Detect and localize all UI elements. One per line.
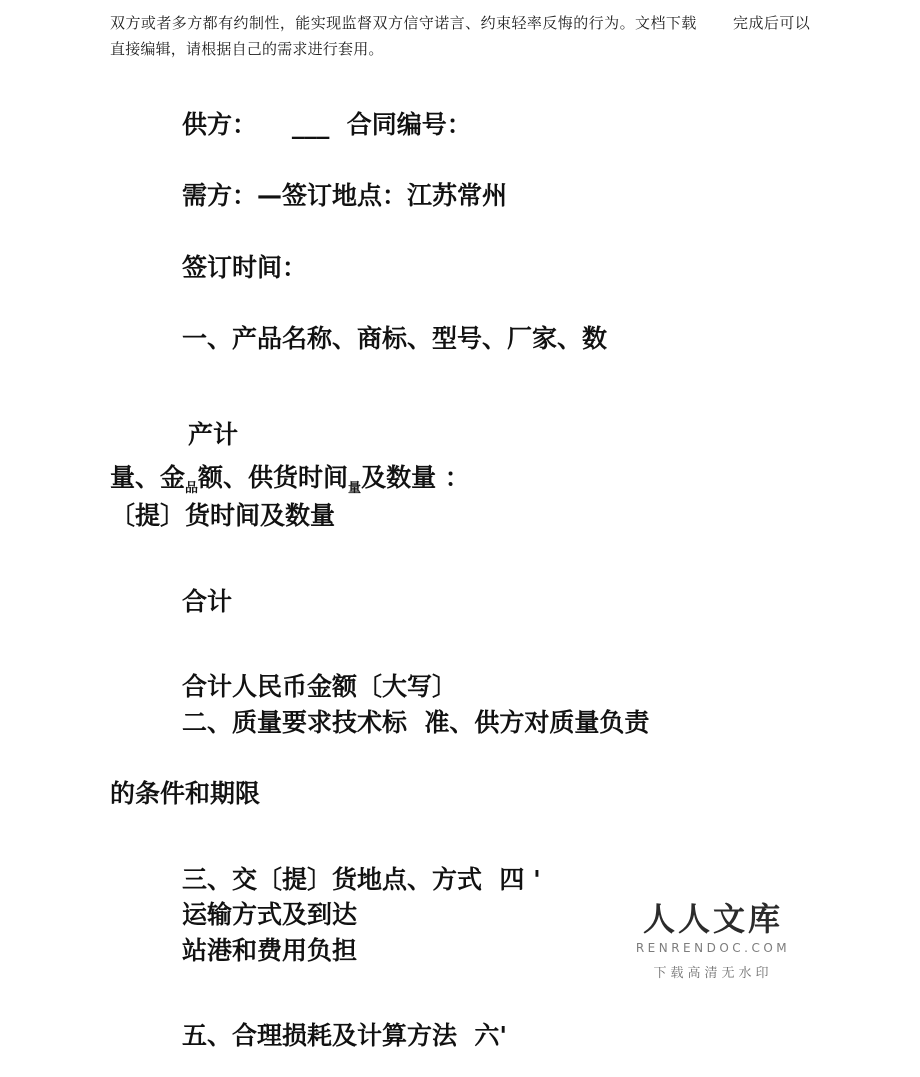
watermark-title: 人人文库 [642, 899, 783, 938]
line-supplier: 供方： ___ 合同编号： [182, 109, 472, 139]
line-section-one: 一、产品名称、商标、型号、厂家、数 [182, 324, 608, 353]
intro-paragraph [110, 10, 810, 63]
line-section-five: 五、合理损耗及计算方法 六' [182, 1021, 508, 1051]
watermark [618, 899, 808, 981]
line-amount [110, 460, 810, 498]
intro-text-part1: 双方或者多方都有约制性，能实现监督双方信守诺言、约束轻率反悔的行为。文档下载 [110, 14, 697, 32]
line-conditions: 的条件和期限 [110, 779, 261, 809]
line-section-three: 三、交〔提〕货地点、方式 四 ' [182, 864, 541, 894]
line-sign-time: 签订时间： [182, 252, 308, 282]
watermark-subtitle: RENRENDOC.COM [635, 941, 791, 955]
line-buyer: 需方：—签订地点：江苏常州 [182, 181, 508, 210]
intro-text-part2: 完成后可以直接编辑，请根据自己的需求进行套用。 [110, 14, 810, 59]
line-total-rmb: 合计人民币金额〔大写〕 [182, 672, 458, 702]
line-transport: 运输方式及到达 [182, 900, 358, 930]
watermark-tagline: 下载高清无水印 [653, 966, 773, 981]
amount-part-b: 额、供货时间 [198, 463, 349, 492]
line-total: 合计 [182, 586, 233, 616]
line-section-two: 二、质量要求技术标 准、供方对质量负责 [182, 707, 650, 737]
line-delivery-time: 〔提〕货时间及数量 [110, 501, 336, 531]
amount-sub-one: 品 [185, 481, 199, 496]
amount-part-c: 及数量 ： [361, 463, 470, 492]
amount-sub-two: 量 [348, 481, 362, 496]
line-product-count: 产计 [188, 419, 239, 449]
amount-part-a: 量、金 [110, 463, 186, 492]
line-station: 站港和费用负担 [182, 935, 358, 965]
